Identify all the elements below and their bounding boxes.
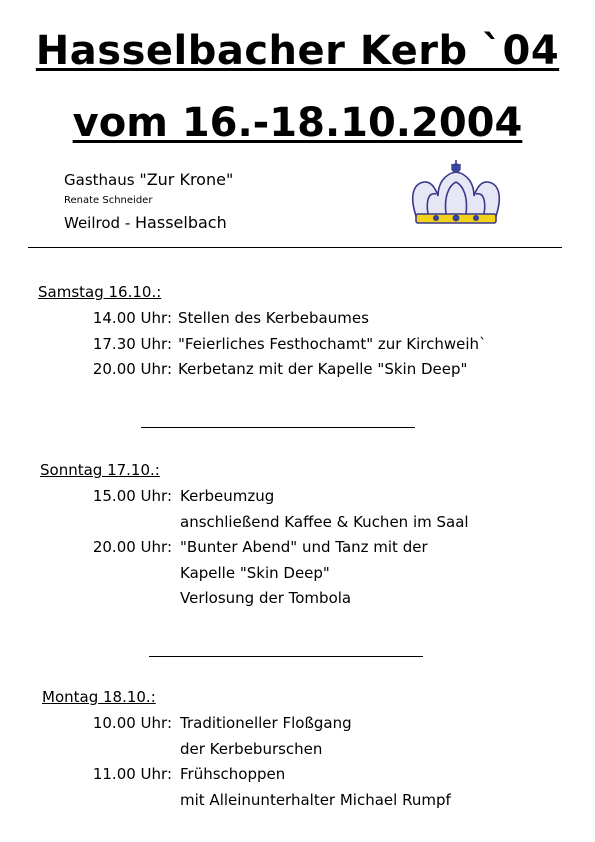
entry-time: 17.30 Uhr: [92,334,172,353]
crown-jewel-left [434,216,438,220]
crown-jewel-center [453,215,458,220]
entry-description: der Kerbeburschen [180,739,323,758]
entry-time: 10.00 Uhr: [92,714,172,732]
day-heading: Montag 18.10.: [42,688,156,706]
entry-description: Verlosung der Tombola [180,589,352,608]
entry-description: Traditioneller Floßgang [180,714,352,732]
entry-description: Stellen des Kerbebaumes [178,309,369,327]
venue-place-value: Hasselbach [135,213,227,232]
entry-description: Frühschoppen [180,765,286,784]
entry-description: Kerbeumzug [180,487,275,505]
venue-place-prefix: Weilrod - [64,214,131,232]
entry-description: anschließend Kaffee & Kuchen im Saal [180,512,469,531]
entry-time: 15.00 Uhr: [92,487,172,505]
entry-description: Kapelle "Skin Deep" [180,563,330,582]
crown-icon [406,158,506,238]
entry-time: 11.00 Uhr: [92,765,172,784]
section-divider [149,656,423,657]
venue-name-prefix: Gasthaus [64,171,135,189]
page-title: Hasselbacher Kerb `04 [35,28,560,74]
entry-description: Kerbetanz mit der Kapelle "Skin Deep" [178,360,468,379]
entry-time: 14.00 Uhr: [92,309,172,327]
event-dates: vom 16.-18.10.2004 [72,100,523,146]
venue-name-value: "Zur Krone" [139,170,234,189]
venue-place [64,213,227,232]
entry-description: "Feierliches Festhochamt" zur Kirchweih` [178,334,487,353]
section-divider [141,427,415,428]
day-heading: Samstag 16.10.: [38,283,162,301]
entry-time: 20.00 Uhr: [92,538,172,557]
day-heading: Sonntag 17.10.: [40,461,160,479]
crown-jewel-right [474,216,478,220]
entry-description: "Bunter Abend" und Tanz mit der [180,538,428,557]
header-divider [28,247,562,248]
entry-description: mit Alleinunterhalter Michael Rumpf [180,790,451,809]
venue-owner: Renate Schneider [64,195,153,206]
entry-time: 20.00 Uhr: [92,360,172,379]
venue-name [64,170,233,189]
crown-body [413,172,500,216]
